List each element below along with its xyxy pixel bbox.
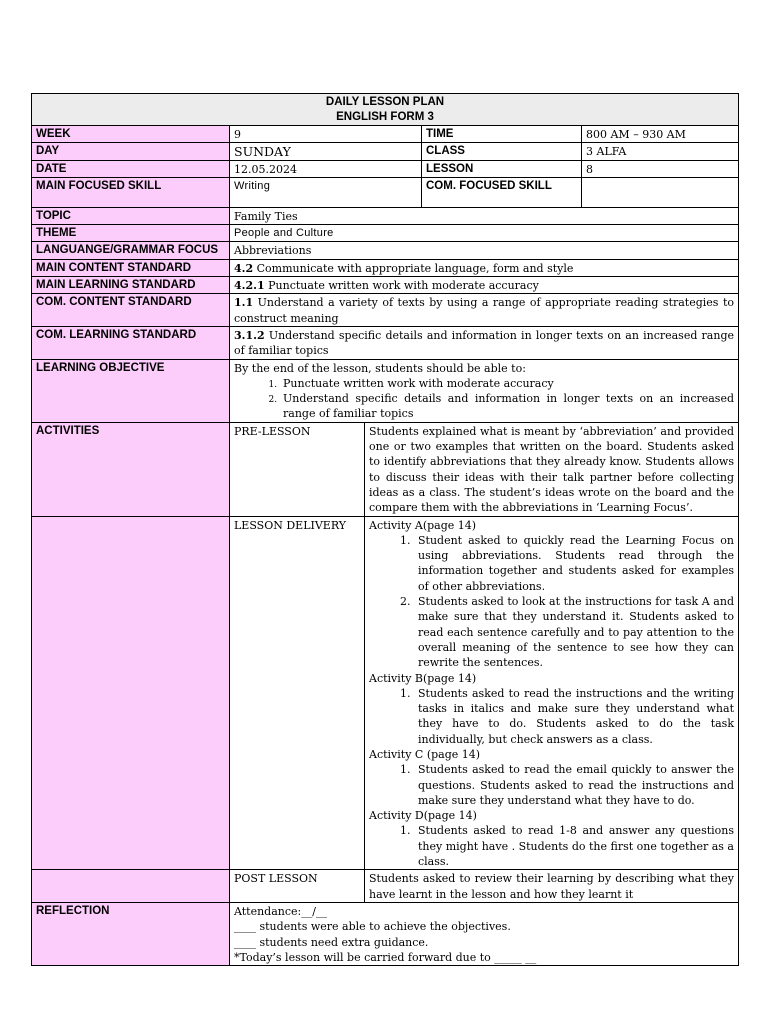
mls-value bbox=[230, 277, 739, 294]
activity-a-item: 2. Students asked to look at the instructions for task A and make sure that they understand it. Students asked to read each sentence carefully and to pay attention to the overall meaning of the sentence to see how they can rewrite the sentences. bbox=[414, 594, 734, 670]
mcs-text: Communicate with appropriate language, form and style bbox=[256, 261, 574, 275]
activities-label: ACTIVITIES bbox=[32, 422, 230, 516]
main-skill-value: Writing bbox=[230, 177, 422, 207]
activity-a-list bbox=[369, 533, 734, 671]
day-row bbox=[32, 143, 739, 160]
pre-lesson-label: PRE-LESSON bbox=[230, 422, 365, 516]
com-content-standard-row bbox=[32, 294, 739, 327]
reflection-carried-forward: *Today’s lesson will be carried forward due to _____ __ bbox=[234, 950, 537, 964]
lesson-delivery-label: LESSON DELIVERY bbox=[230, 516, 365, 870]
cls-label: COM. LEARNING STANDARD bbox=[32, 326, 230, 359]
grammar-value: Abbreviations bbox=[230, 242, 739, 259]
skill-row bbox=[32, 177, 739, 207]
reflection-attendance: Attendance:__/__ bbox=[234, 904, 327, 918]
lesson-value: 8 bbox=[582, 160, 739, 177]
objective-label: LEARNING OBJECTIVE bbox=[32, 359, 230, 422]
objective-intro: By the end of the lesson, students should be able to: bbox=[234, 361, 526, 375]
activity-b-title: Activity B(page 14) bbox=[369, 671, 477, 685]
day-value: SUNDAY bbox=[230, 143, 422, 160]
title-line-1: DAILY LESSON PLAN bbox=[325, 96, 445, 108]
day-label: DAY bbox=[32, 143, 230, 160]
activity-b-item: 1. Students asked to read the instructions and the writing tasks in italics and make sure they understand what they have to do. Students asked to do the task individually, but check answers as a class. bbox=[414, 686, 734, 747]
activity-a-item: 1. Student asked to quickly read the Learning Focus on using abbreviations. Students read through the information together and students asked for examples of other abbreviations. bbox=[414, 533, 734, 594]
lesson-plan-document bbox=[31, 93, 738, 966]
document-title bbox=[32, 94, 739, 126]
theme-label: THEME bbox=[32, 225, 230, 242]
activity-c-list bbox=[369, 762, 734, 808]
topic-label: TOPIC bbox=[32, 207, 230, 224]
main-learning-standard-row bbox=[32, 277, 739, 294]
activity-a-title: Activity A(page 14) bbox=[369, 518, 477, 532]
ccs-text: Understand a variety of texts by using a range of appropriate reading strategies to construct meaning bbox=[234, 296, 735, 325]
date-label: DATE bbox=[32, 160, 230, 177]
week-row bbox=[32, 126, 739, 143]
pre-lesson-text: Students explained what is meant by ‘abbreviation’ and provided one or two examples that written on the board. Students asked to identify abbreviations that they already know. Students allows to discuss their ideas with their talk partner before collecting ideas as a class. The student’s ideas wrote on the board and the compare them with the abbreviations in ‘Learning Focus’. bbox=[365, 422, 739, 516]
theme-row bbox=[32, 225, 739, 242]
mcs-value bbox=[230, 259, 739, 276]
date-row bbox=[32, 160, 739, 177]
ccs-code: 1.1 bbox=[234, 296, 254, 310]
reflection-row bbox=[32, 902, 739, 965]
week-label: WEEK bbox=[32, 126, 230, 143]
topic-row bbox=[32, 207, 739, 224]
activity-d-list bbox=[369, 823, 734, 869]
objective-value bbox=[230, 359, 739, 422]
activities-label-continued bbox=[32, 516, 230, 870]
reflection-achieved: ____ students were able to achieve the objectives. bbox=[234, 920, 511, 934]
time-label: TIME bbox=[422, 126, 582, 143]
mls-text: Punctuate written work with moderate accuracy bbox=[268, 279, 539, 293]
title-line-2: ENGLISH FORM 3 bbox=[336, 111, 434, 123]
main-content-standard-row bbox=[32, 259, 739, 276]
lesson-plan-table bbox=[31, 93, 739, 966]
topic-value: Family Ties bbox=[230, 207, 739, 224]
com-learning-standard-row bbox=[32, 326, 739, 359]
ccs-label: COM. CONTENT STANDARD bbox=[32, 294, 230, 327]
com-skill-label: COM. FOCUSED SKILL bbox=[422, 177, 582, 207]
class-label: CLASS bbox=[422, 143, 582, 160]
grammar-label: LANGUANGE/GRAMMAR FOCUS bbox=[32, 242, 230, 259]
objective-row bbox=[32, 359, 739, 422]
objective-item: 2. Understand specific details and information in longer texts on an increased range of familiar topics bbox=[280, 391, 734, 422]
cls-value bbox=[230, 326, 739, 359]
mcs-label: MAIN CONTENT STANDARD bbox=[32, 259, 230, 276]
cls-text: Understand specific details and information in longer texts on an increased range of familiar topics bbox=[234, 328, 735, 358]
post-lesson-label: POST LESSON bbox=[230, 870, 365, 903]
post-lesson-row bbox=[32, 870, 739, 903]
lesson-delivery-row bbox=[32, 516, 739, 870]
reflection-label: REFLECTION bbox=[32, 902, 230, 965]
ccs-value bbox=[230, 294, 739, 327]
activity-c-title: Activity C (page 14) bbox=[369, 747, 481, 761]
activity-d-item: 1. Students asked to read 1-8 and answer any questions they might have . Students do the first one together as a class. bbox=[414, 823, 734, 869]
objective-list bbox=[234, 376, 734, 422]
grammar-row bbox=[32, 242, 739, 259]
time-value: 800 AM – 930 AM bbox=[582, 126, 739, 143]
mls-label: MAIN LEARNING STANDARD bbox=[32, 277, 230, 294]
week-value: 9 bbox=[230, 126, 422, 143]
com-skill-value bbox=[582, 177, 739, 207]
activity-d-title: Activity D(page 14) bbox=[369, 809, 477, 823]
activity-c-item: 1. Students asked to read the email quickly to answer the questions. Students asked to read the instructions and make sure they understand what they have to do. bbox=[414, 762, 734, 808]
activities-label-continued-2 bbox=[32, 870, 230, 903]
objective-item: 1. Punctuate written work with moderate accuracy bbox=[280, 376, 734, 391]
main-skill-label: MAIN FOCUSED SKILL bbox=[32, 177, 230, 207]
reflection-value bbox=[230, 902, 739, 965]
reflection-guidance: ____ students need extra guidance. bbox=[234, 935, 429, 949]
date-value: 12.05.2024 bbox=[230, 160, 422, 177]
lesson-label: LESSON bbox=[422, 160, 582, 177]
pre-lesson-row bbox=[32, 422, 739, 516]
activity-b-list bbox=[369, 686, 734, 747]
mcs-code: 4.2 bbox=[234, 261, 254, 275]
lesson-delivery-text bbox=[365, 516, 739, 870]
class-value: 3 ALFA bbox=[582, 143, 739, 160]
cls-code: 3.1.2 bbox=[234, 328, 265, 342]
title-row bbox=[32, 94, 739, 126]
theme-value: People and Culture bbox=[230, 225, 739, 242]
mls-code: 4.2.1 bbox=[234, 279, 265, 293]
post-lesson-text: Students asked to review their learning by describing what they have learnt in the lesson and how they learnt it bbox=[365, 870, 739, 903]
